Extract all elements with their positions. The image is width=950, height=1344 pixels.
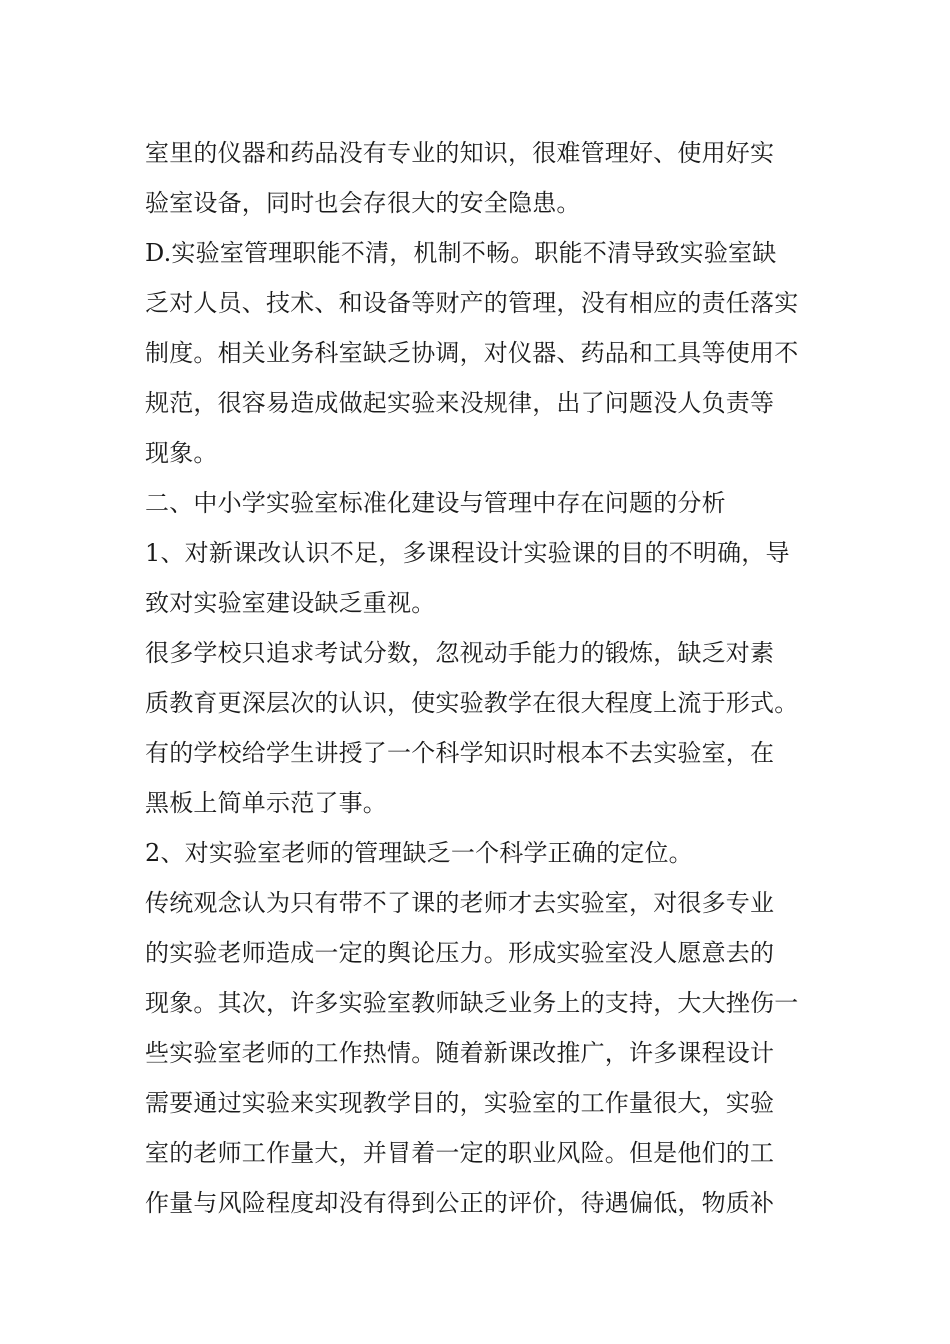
section-heading: 二、中小学实验室标准化建设与管理中存在问题的分析 <box>145 489 726 517</box>
document-body <box>145 128 825 1228</box>
text-line: 规范，很容易造成做起实验来没规律，出了问题没人负责等 <box>145 389 775 417</box>
text-line: 制度。相关业务科室缺乏协调，对仪器、药品和工具等使用不 <box>145 339 799 367</box>
subheading: 致对实验室建设缺乏重视。 <box>145 589 436 617</box>
text-line: 黑板上简单示范了事。 <box>145 789 387 817</box>
text-line: 现象。其次，许多实验室教师缺乏业务上的支持，大大挫伤一 <box>145 989 799 1017</box>
text-line: 室里的仪器和药品没有专业的知识，很难管理好、使用好实 <box>145 139 775 167</box>
text-line: 乏对人员、技术、和设备等财产的管理，没有相应的责任落实 <box>145 289 799 317</box>
text-line: 传统观念认为只有带不了课的老师才去实验室，对很多专业 <box>145 889 775 917</box>
subheading: 2、对实验室老师的管理缺乏一个科学正确的定位。 <box>145 839 693 867</box>
text-line: 质教育更深层次的认识，使实验教学在很大程度上流于形式。 <box>145 689 799 717</box>
text-line: 很多学校只追求考试分数，忽视动手能力的锻炼，缺乏对素 <box>145 639 775 667</box>
text-line: 室的老师工作量大，并冒着一定的职业风险。但是他们的工 <box>145 1139 775 1167</box>
text-line: 需要通过实验来实现教学目的，实验室的工作量很大，实验 <box>145 1089 775 1117</box>
text-line: 现象。 <box>145 439 218 467</box>
text-line: 的实验老师造成一定的舆论压力。形成实验室没人愿意去的 <box>145 939 775 967</box>
text-line: 作量与风险程度却没有得到公正的评价，待遇偏低，物质补 <box>145 1189 775 1217</box>
text-line: 些实验室老师的工作热情。随着新课改推广，许多课程设计 <box>145 1039 775 1067</box>
text-line: 验室设备，同时也会存很大的安全隐患。 <box>145 189 581 217</box>
text-line: D.实验室管理职能不清，机制不畅。职能不清导致实验室缺 <box>145 239 777 267</box>
subheading: 1、对新课改认识不足，多课程设计实验课的目的不明确，导 <box>145 539 790 567</box>
text-line: 有的学校给学生讲授了一个科学知识时根本不去实验室，在 <box>145 739 775 767</box>
